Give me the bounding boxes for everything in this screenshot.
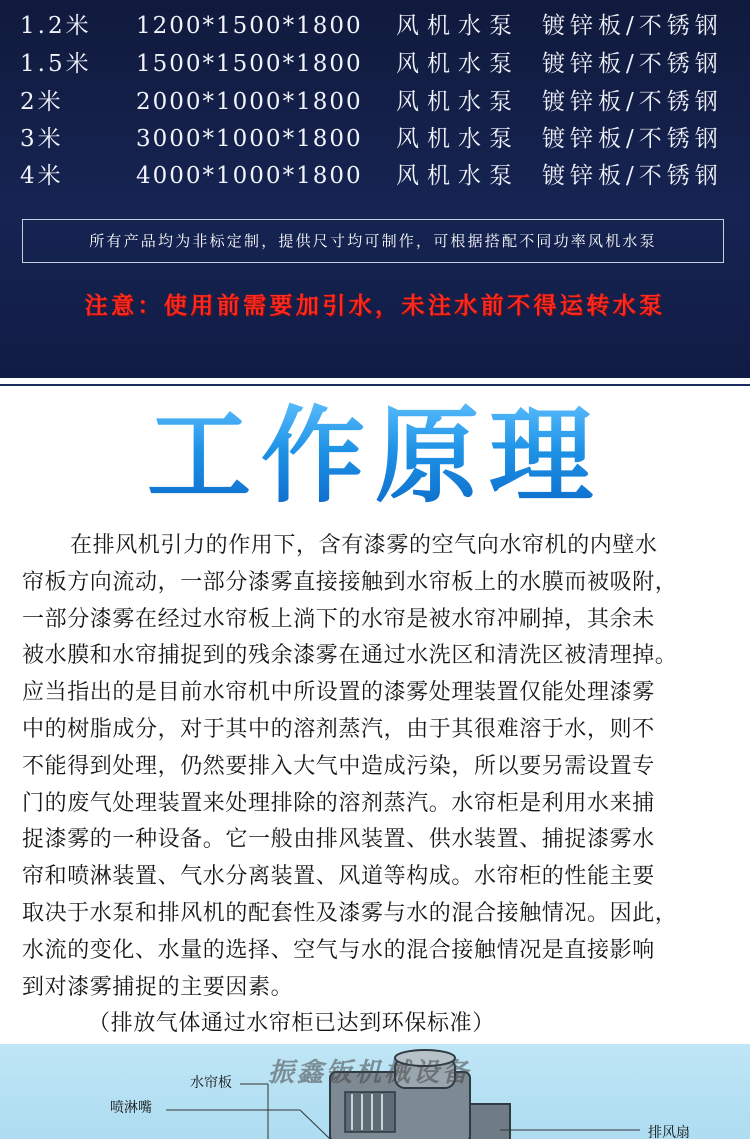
dimension-cell: 2000*1000*1800	[136, 89, 363, 115]
body-line: 在排风机引力的作用下，含有漆雾的空气向水帘机的内壁水	[70, 533, 658, 558]
material-cell: 镀锌板/不锈钢	[542, 13, 723, 39]
warning-text: 注意：使用前需要加引水，未注水前不得运转水泵	[84, 293, 666, 319]
curtain-plate-label: 水帘板	[190, 1075, 232, 1091]
body-line: 水流的变化、水量的选择、空气与水的混合接触情况是直接影响	[22, 937, 655, 963]
body-line: 被水膜和水帘捕捉到的残余漆雾在通过水洗区和清洗区被清理掉。	[22, 643, 678, 669]
config-cell: 风机水泵	[396, 89, 520, 115]
watermark: 振鑫钣机械设备	[268, 1058, 472, 1088]
dimension-cell: 1500*1500*1800	[136, 51, 363, 77]
spec-row	[0, 45, 750, 83]
cropped-row	[0, 0, 750, 6]
body-line: 到对漆雾捕捉的主要因素。	[22, 974, 294, 1000]
environment-note: （排放气体通过水帘柜已达到环保标准）	[88, 1011, 495, 1037]
size-cell: 4米	[20, 163, 64, 189]
material-cell: 镀锌板/不锈钢	[542, 89, 723, 115]
dimension-cell: 1200*1500*1800	[136, 13, 363, 39]
spec-row	[0, 120, 750, 158]
body-line: 取决于水泵和排风机的配套性及漆雾与水的混合接触情况。因此，	[22, 900, 678, 926]
size-cell: 2米	[20, 89, 64, 115]
body-line: 帘和喷淋装置、气水分离装置、风道等构成。水帘柜的性能主要	[22, 864, 655, 890]
body-line: 应当指出的是目前水帘机中所设置的漆雾处理装置仅能处理漆雾	[22, 680, 655, 706]
material-cell: 镀锌板/不锈钢	[542, 51, 723, 77]
material-cell: 镀锌板/不锈钢	[542, 126, 723, 152]
spray-nozzle-label: 喷淋嘴	[110, 1100, 152, 1116]
body-line: 不能得到处理，仍然要排入大气中造成污染，所以要另需设置专	[22, 753, 655, 779]
section-divider	[0, 378, 750, 392]
body-line: 一部分漆雾在经过水帘板上淌下的水帘是被水帘冲刷掉，其余未	[22, 606, 655, 632]
config-cell: 风机水泵	[396, 163, 520, 189]
config-cell: 风机水泵	[396, 51, 520, 77]
dimension-cell: 3000*1000*1800	[136, 126, 363, 152]
section-title: 工作原理	[0, 394, 750, 518]
config-cell: 风机水泵	[396, 126, 520, 152]
equipment-diagram	[0, 1044, 750, 1139]
body-line: 帘板方向流动，一部分漆雾直接接触到水帘板上的水膜而被吸附，	[22, 569, 678, 595]
size-cell: 1.5米	[20, 51, 92, 77]
size-cell: 1.2米	[20, 13, 92, 39]
spec-row	[0, 157, 750, 195]
exhaust-fan-label: 排风扇	[648, 1125, 690, 1139]
dimension-cell: 4000*1000*1800	[136, 163, 363, 189]
material-cell: 镀锌板/不锈钢	[542, 163, 723, 189]
body-line: 中的树脂成分，对于其中的溶剂蒸汽，由于其很难溶于水，则不	[22, 716, 655, 742]
spec-row	[0, 83, 750, 121]
size-cell: 3米	[20, 126, 64, 152]
notice-box: 所有产品均为非标定制，提供尺寸均可制作，可根据搭配不同功率风机水泵	[22, 219, 724, 263]
body-line: 捉漆雾的一种设备。它一般由排风装置、供水装置、捕捉漆雾水	[22, 827, 655, 853]
spec-row	[0, 7, 750, 45]
principle-body	[22, 528, 734, 1043]
config-cell: 风机水泵	[396, 13, 520, 39]
spec-panel	[0, 0, 750, 378]
body-line: 门的废气处理装置来处理排除的溶剂蒸汽。水帘柜是利用水来捕	[22, 790, 655, 816]
